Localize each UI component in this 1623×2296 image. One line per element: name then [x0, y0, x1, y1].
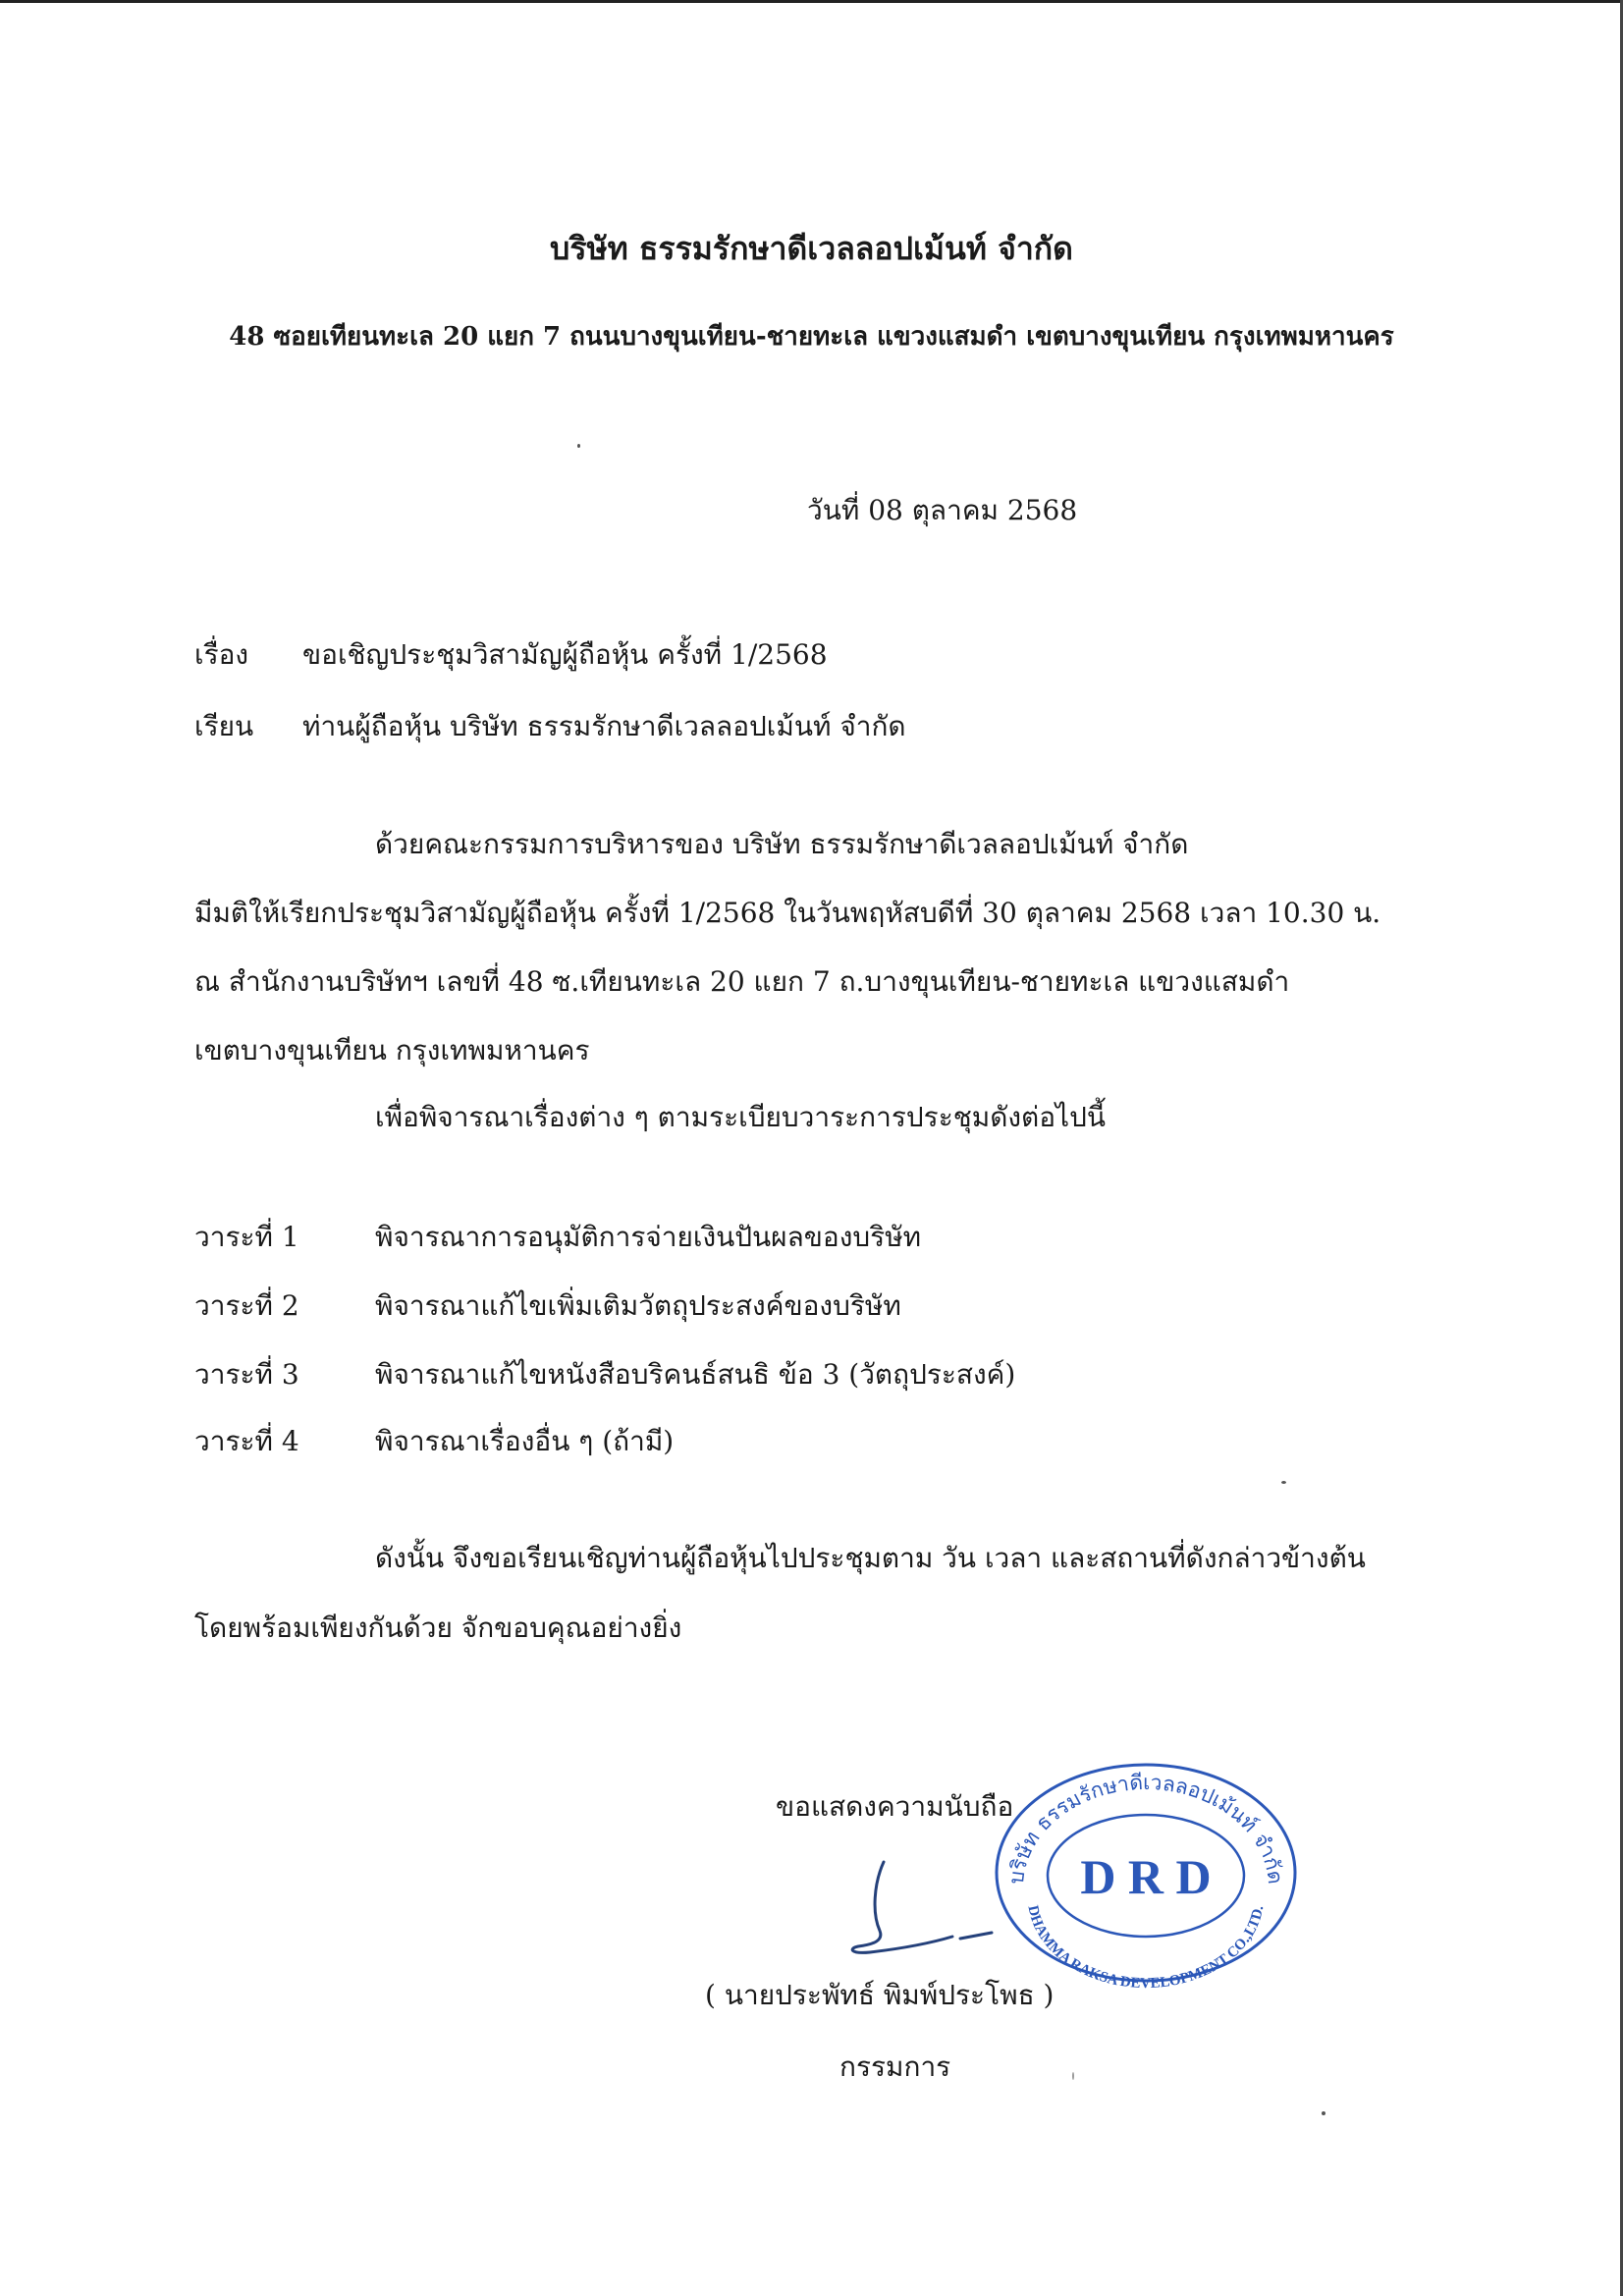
seal-bottom-text: DHAMMA RAKSA DEVELOPMENT CO.,LTD.: [1024, 1903, 1268, 1993]
body-line-1: ด้วยคณะกรรมการบริหารของ บริษัท ธรรมรักษาดีเวลลอปเม้นท์ จำกัด: [375, 828, 1189, 860]
subject-text: ขอเชิญประชุมวิสามัญผู้ถือหุ้น ครั้งที่ 1/2568: [302, 638, 828, 671]
agenda-label-3: วาระที่ 3: [194, 1358, 299, 1391]
regards-text: ขอแสดงความนับถือ: [776, 1790, 1014, 1823]
seal-top-text: บริษัท ธรรมรักษาดีเวลลอปเม้นท์ จำกัด: [1003, 1770, 1288, 1886]
letter-date: วันที่ 08 ตุลาคม 2568: [807, 494, 1078, 526]
seal-center-text: D R D: [1080, 1849, 1212, 1904]
body-line-3: ณ สำนักงานบริษัทฯ เลขที่ 48 ซ.เทียนทะเล 20 แยก 7 ถ.บางขุนเทียน-ชายทะเล แขวงแสมดำ: [194, 965, 1290, 998]
closing-line-2: โดยพร้อมเพียงกันด้วย จักขอบคุณอย่างยิ่ง: [194, 1612, 682, 1644]
scan-speck: [1281, 1481, 1286, 1484]
agenda-text-4: พิจารณาเรื่องอื่น ๆ (ถ้ามี): [375, 1425, 675, 1457]
scan-edge-top: [0, 0, 1623, 3]
closing-line-1: ดังนั้น จึงขอเรียนเชิญท่านผู้ถือหุ้นไปประชุมตาม วัน เวลา และสถานที่ดังกล่าวข้างต้น: [375, 1542, 1366, 1574]
scan-speck: [1322, 2111, 1325, 2115]
subject-label: เรื่อง: [194, 638, 249, 671]
agenda-label-4: วาระที่ 4: [194, 1425, 299, 1457]
body-line-4: เขตบางขุนเทียน กรุงเทพมหานคร: [194, 1034, 590, 1066]
company-seal: [984, 1750, 1308, 1995]
scan-speck: [577, 444, 580, 448]
signatory-name: ( นายประพัทธ์ พิมพ์ประโพธ ): [705, 1979, 1055, 2011]
agenda-label-2: วาระที่ 2: [194, 1289, 299, 1322]
body-line-2: มีมติให้เรียกประชุมวิสามัญผู้ถือหุ้น ครั้งที่ 1/2568 ในวันพฤหัสบดีที่ 30 ตุลาคม 2568 เวลา 10.30 น.: [194, 897, 1381, 929]
company-address: 48 ซอยเทียนทะเล 20 แยก 7 ถนนบางขุนเทียน-ชายทะเล แขวงแสมดำ เขตบางขุนเทียน กรุงเทพมหานคร: [229, 322, 1394, 352]
company-name: บริษัท ธรรมรักษาดีเวลลอปเม้นท์ จำกัด: [550, 230, 1073, 267]
recipient-label: เรียน: [194, 710, 254, 742]
agenda-text-1: พิจารณาการอนุมัติการจ่ายเงินปันผลของบริษัท: [375, 1221, 922, 1253]
body-line-5: เพื่อพิจารณาเรื่องต่าง ๆ ตามระเบียบวาระการประชุมดังต่อไปนี้: [375, 1101, 1107, 1133]
signatory-title: กรรมการ: [839, 2050, 951, 2083]
agenda-text-3: พิจารณาแก้ไขหนังสือบริคนธ์สนธิ ข้อ 3 (วัตถุประสงค์): [375, 1358, 1016, 1391]
agenda-text-2: พิจารณาแก้ไขเพิ่มเติมวัตถุประสงค์ของบริษัท: [375, 1289, 901, 1322]
agenda-label-1: วาระที่ 1: [194, 1221, 299, 1253]
scan-speck: [1072, 2072, 1074, 2080]
recipient-text: ท่านผู้ถือหุ้น บริษัท ธรรมรักษาดีเวลลอปเม้นท์ จำกัด: [302, 710, 906, 742]
